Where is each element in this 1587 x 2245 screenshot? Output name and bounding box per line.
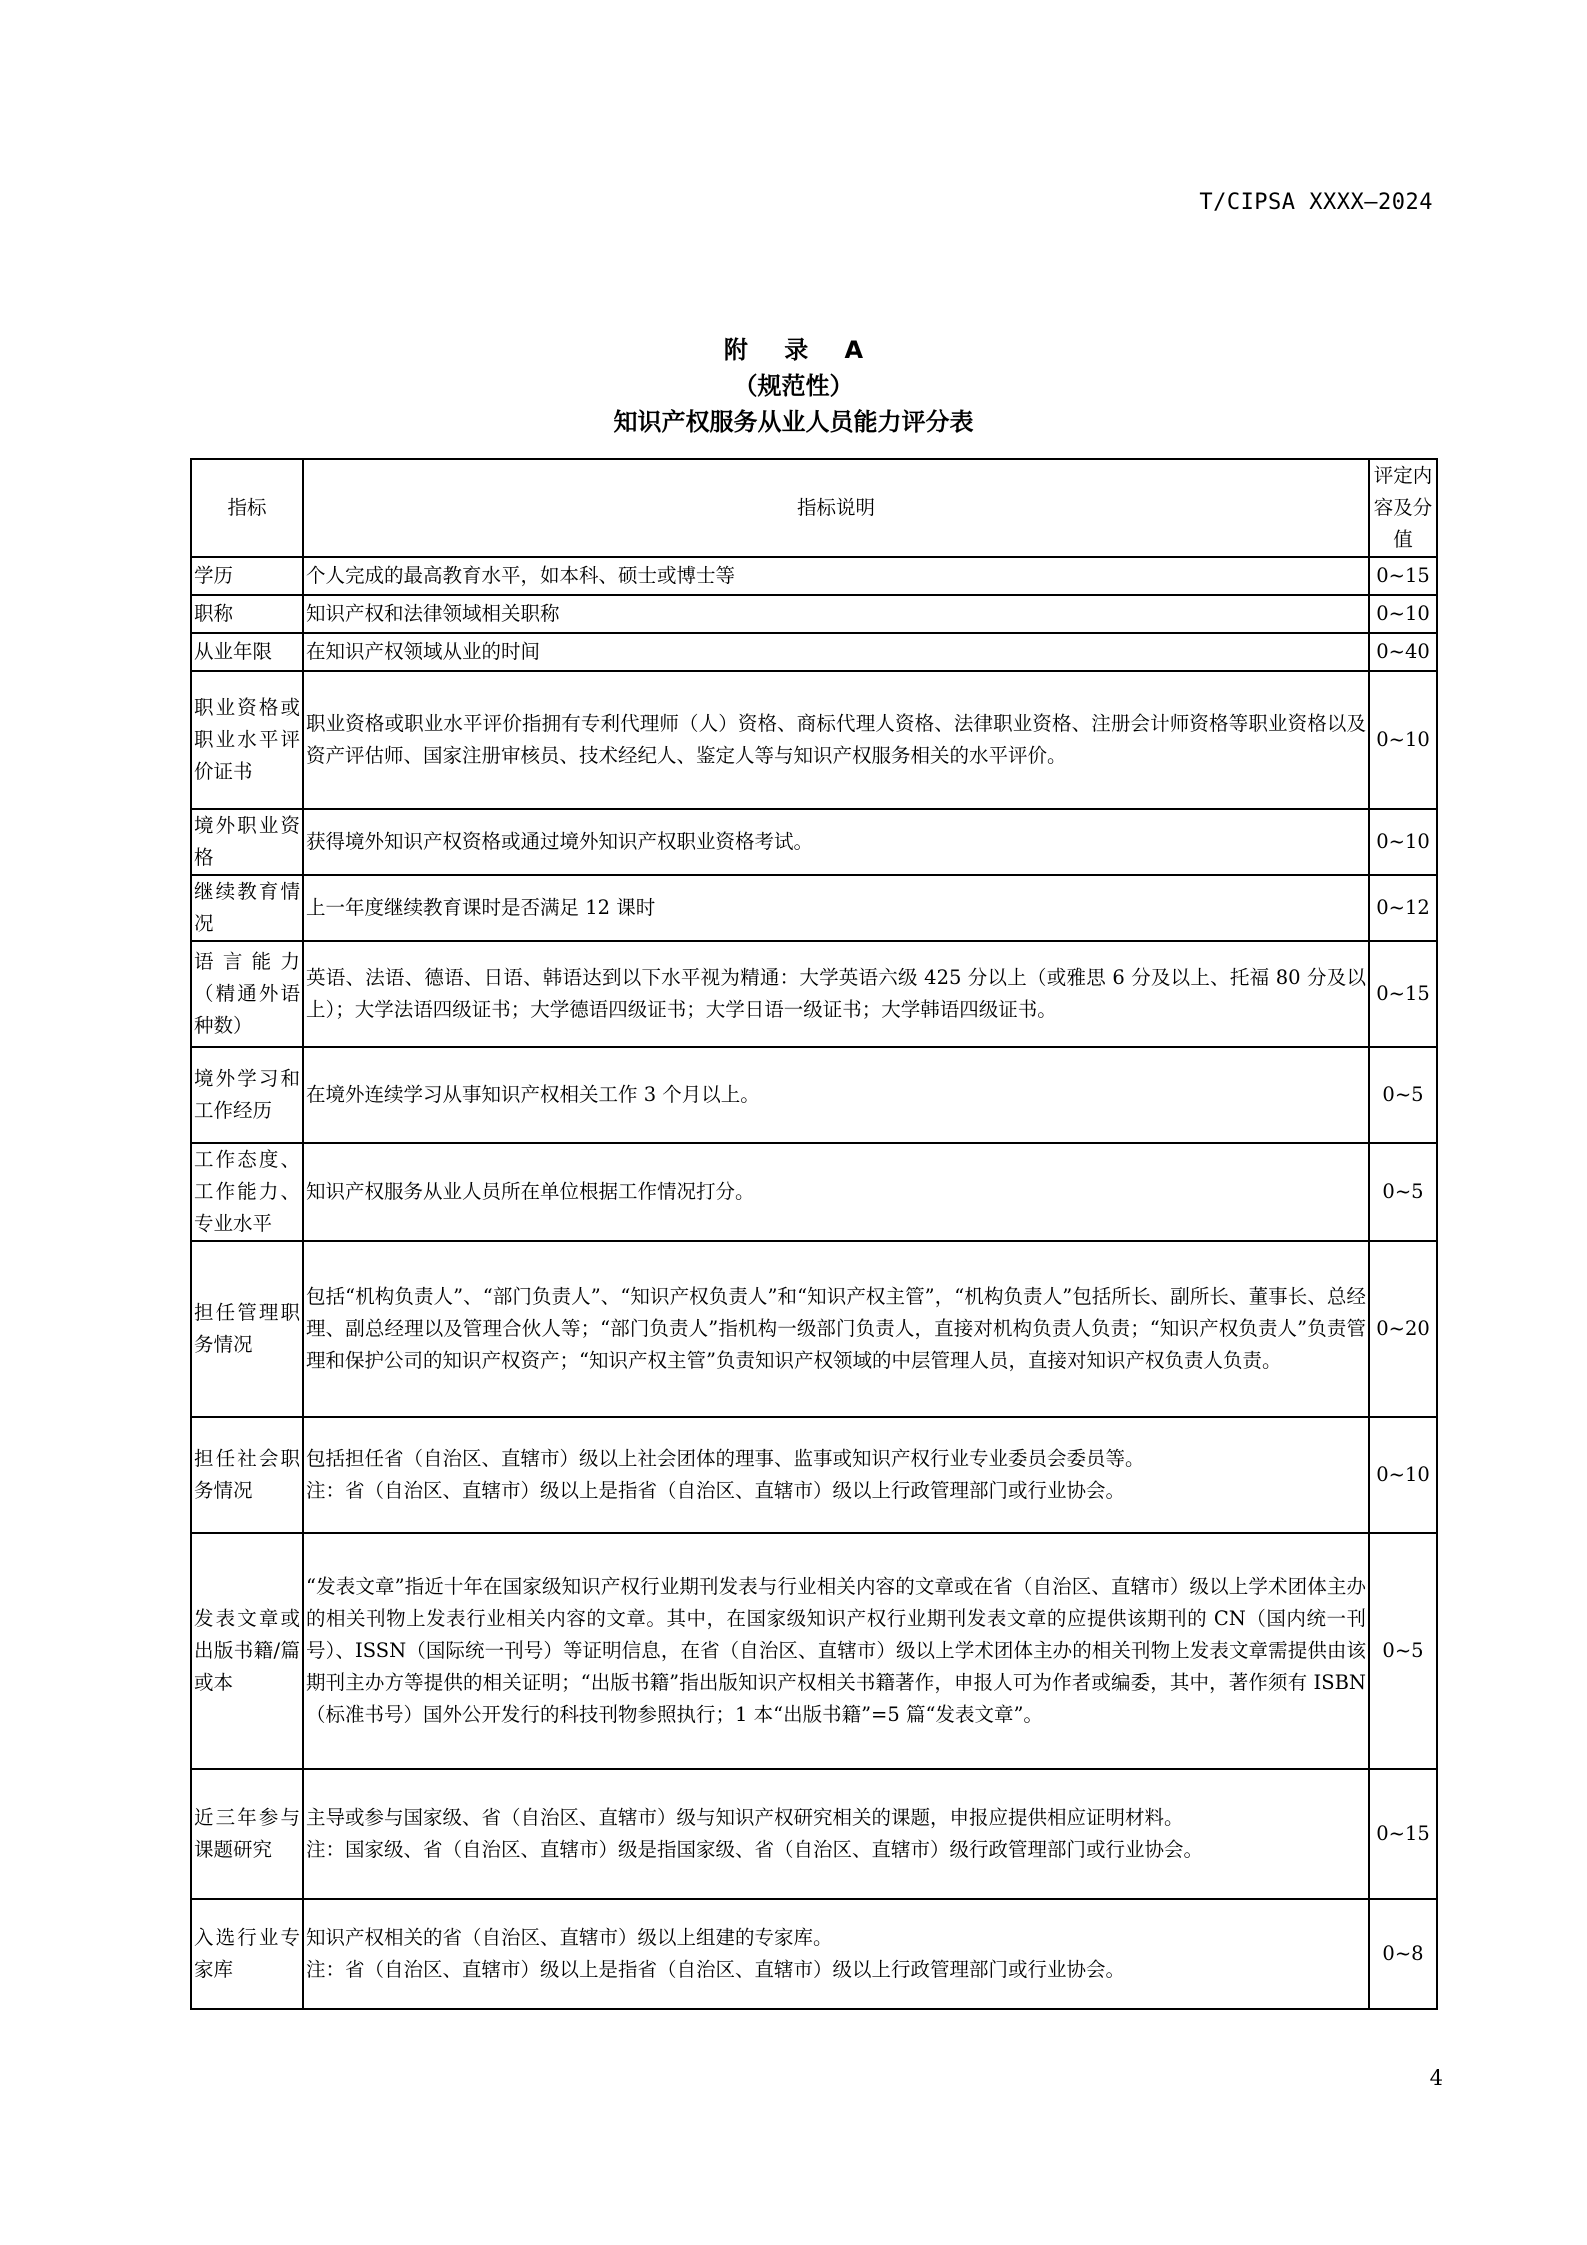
document-code: T/CIPSA XXXX—2024 <box>1199 190 1433 215</box>
row-item: 担任管理职务情况 <box>191 1241 303 1417</box>
row-description: 主导或参与国家级、省（自治区、直辖市）级与知识产权研究相关的课题，申报应提供相应证明材料。 注：国家级、省（自治区、直辖市）级是指国家级、省（自治区、直辖市）级行政管理部门或行业协会。 <box>303 1769 1369 1899</box>
row-item: 继续教育情况 <box>191 875 303 941</box>
row-item: 境外学习和工作经历 <box>191 1047 303 1143</box>
row-item: 境外职业资格 <box>191 809 303 875</box>
table-row <box>191 941 1437 1047</box>
row-item: 职业资格或职业水平评价证书 <box>191 671 303 809</box>
header-description: 指标说明 <box>303 459 1369 557</box>
table-row <box>191 1143 1437 1241</box>
header-score: 评定内容及分值 <box>1369 459 1437 557</box>
row-item: 职称 <box>191 595 303 633</box>
row-score: 0~10 <box>1369 595 1437 633</box>
row-score: 0~40 <box>1369 633 1437 671</box>
row-item: 入选行业专家库 <box>191 1899 303 2009</box>
row-description: 包括“机构负责人”、“部门负责人”、“知识产权负责人”和“知识产权主管”，“机构负责人”包括所长、副所长、董事长、总经理、副总经理以及管理合伙人等；“部门负责人”指机构一级部门负责人，直接对机构负责人负责；“知识产权负责人”负责管理和保护公司的知识产权资产；“知识产权主管”负责知识产权领域的中层管理人员，直接对知识产权负责人负责。 <box>303 1241 1369 1417</box>
row-description: 上一年度继续教育课时是否满足 12 课时 <box>303 875 1369 941</box>
row-item: 工作态度、工作能力、专业水平 <box>191 1143 303 1241</box>
table-row <box>191 671 1437 809</box>
row-description: 在知识产权领域从业的时间 <box>303 633 1369 671</box>
row-description: 知识产权服务从业人员所在单位根据工作情况打分。 <box>303 1143 1369 1241</box>
row-description: 职业资格或职业水平评价指拥有专利代理师（人）资格、商标代理人资格、法律职业资格、注册会计师资格等职业资格以及资产评估师、国家注册审核员、技术经纪人、鉴定人等与知识产权服务相关的水平评价。 <box>303 671 1369 809</box>
row-score: 0~10 <box>1369 1417 1437 1533</box>
page-number: 4 <box>1429 2066 1443 2090</box>
table-row <box>191 1241 1437 1417</box>
row-item: 发表文章或出版书籍/篇或本 <box>191 1533 303 1769</box>
appendix-title-block <box>0 332 1587 440</box>
header-item: 指标 <box>191 459 303 557</box>
row-score: 0~15 <box>1369 557 1437 595</box>
table-row <box>191 809 1437 875</box>
row-description: 获得境外知识产权资格或通过境外知识产权职业资格考试。 <box>303 809 1369 875</box>
row-score: 0~10 <box>1369 809 1437 875</box>
row-score: 0~12 <box>1369 875 1437 941</box>
row-score: 0~5 <box>1369 1143 1437 1241</box>
table-row <box>191 1417 1437 1533</box>
appendix-label: 附 录 A <box>723 336 878 364</box>
row-score: 0~10 <box>1369 671 1437 809</box>
row-score: 0~15 <box>1369 1769 1437 1899</box>
row-score: 0~5 <box>1369 1533 1437 1769</box>
row-item: 担任社会职务情况 <box>191 1417 303 1533</box>
appendix-nature: （规范性） <box>733 372 854 400</box>
row-description: 个人完成的最高教育水平，如本科、硕士或博士等 <box>303 557 1369 595</box>
row-score: 0~20 <box>1369 1241 1437 1417</box>
table-title: 知识产权服务从业人员能力评分表 <box>613 408 974 436</box>
row-item: 语言能力（精通外语种数） <box>191 941 303 1047</box>
row-description: 在境外连续学习从事知识产权相关工作 3 个月以上。 <box>303 1047 1369 1143</box>
row-score: 0~5 <box>1369 1047 1437 1143</box>
row-description: 知识产权和法律领域相关职称 <box>303 595 1369 633</box>
row-item: 学历 <box>191 557 303 595</box>
table-row <box>191 1533 1437 1769</box>
table-row <box>191 875 1437 941</box>
table-row <box>191 1769 1437 1899</box>
row-description: 包括担任省（自治区、直辖市）级以上社会团体的理事、监事或知识产权行业专业委员会委员等。 注：省（自治区、直辖市）级以上是指省（自治区、直辖市）级以上行政管理部门或行业协会。 <box>303 1417 1369 1533</box>
row-description: 英语、法语、德语、日语、韩语达到以下水平视为精通：大学英语六级 425 分以上（或雅思 6 分及以上、托福 80 分及以上）；大学法语四级证书；大学德语四级证书；大学日语一级证书；大学韩语四级证书。 <box>303 941 1369 1047</box>
row-description: 知识产权相关的省（自治区、直辖市）级以上组建的专家库。 注：省（自治区、直辖市）级以上是指省（自治区、直辖市）级以上行政管理部门或行业协会。 <box>303 1899 1369 2009</box>
table-row <box>191 1899 1437 2009</box>
score-table <box>190 458 1438 2010</box>
row-item: 近三年参与课题研究 <box>191 1769 303 1899</box>
row-score: 0~15 <box>1369 941 1437 1047</box>
row-score: 0~8 <box>1369 1899 1437 2009</box>
table-row <box>191 633 1437 671</box>
table-row <box>191 595 1437 633</box>
table-row <box>191 557 1437 595</box>
table-row <box>191 1047 1437 1143</box>
row-description: “发表文章”指近十年在国家级知识产权行业期刊发表与行业相关内容的文章或在省（自治区、直辖市）级以上学术团体主办的相关刊物上发表行业相关内容的文章。其中，在国家级知识产权行业期刊发表文章的应提供该期刊的 CN（国内统一刊号）、ISSN（国际统一刊号）等证明信息，在省（自治区、直辖市）级以上学术团体主办的相关刊物上发表文章需提供由该期刊主办方等提供的相关证明；“出版书籍”指出版知识产权相关书籍著作，申报人可为作者或编委，其中，著作须有 ISBN（标准书号）国外公开发行的科技刊物参照执行；1 本“出版书籍”=5 篇“发表文章”。 <box>303 1533 1369 1769</box>
table-header-row <box>191 459 1437 557</box>
row-item: 从业年限 <box>191 633 303 671</box>
